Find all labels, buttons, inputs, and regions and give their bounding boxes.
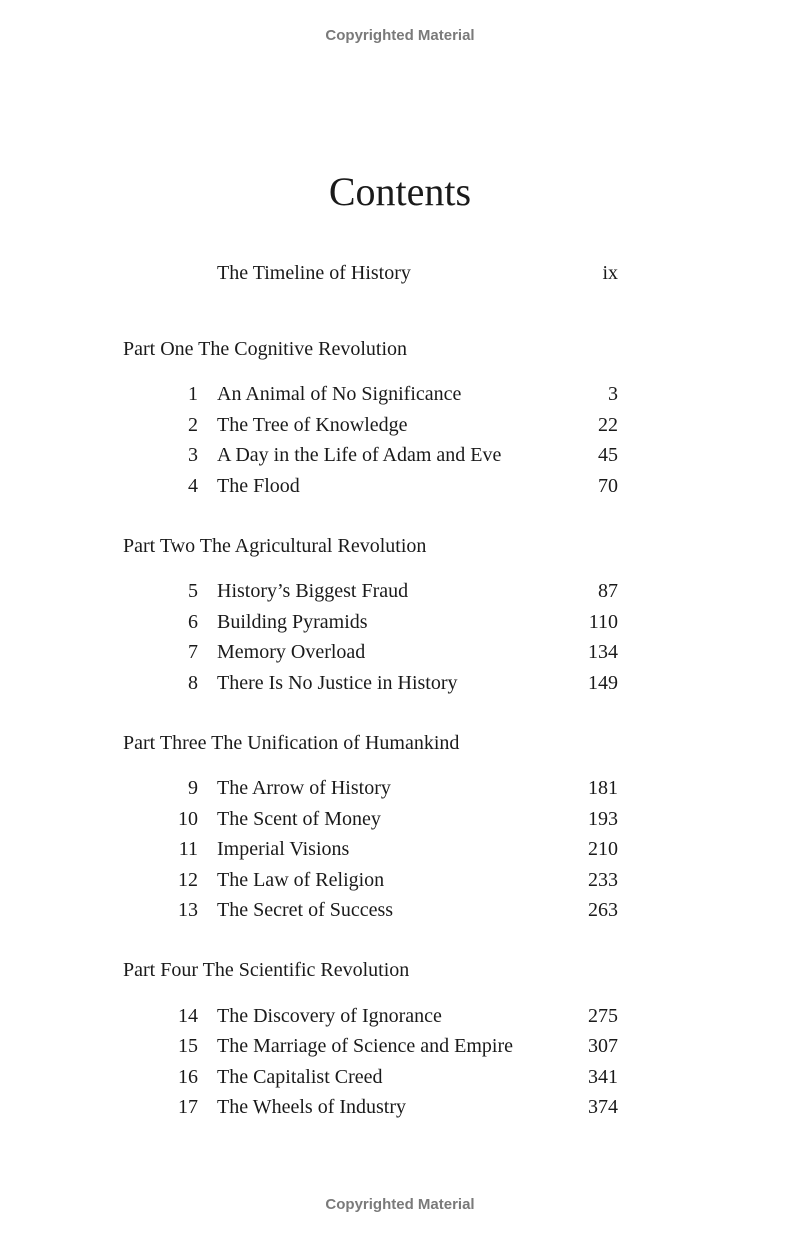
part-heading: Part Four The Scientific Revolution — [123, 959, 410, 981]
chapter-title: Memory Overload — [217, 641, 366, 663]
chapter-page: 110 — [588, 611, 618, 633]
chapter-page: 181 — [588, 777, 618, 799]
part-heading: Part One The Cognitive Revolution — [123, 338, 408, 360]
chapter-page: 70 — [598, 475, 618, 497]
toc-chapter-row[interactable] — [0, 474, 800, 498]
chapter-number: 13 — [178, 899, 198, 921]
chapter-page: 210 — [588, 838, 618, 860]
timeline-title: The Timeline of History — [217, 262, 411, 284]
chapter-title: The Scent of Money — [217, 808, 381, 830]
chapter-number: 11 — [178, 838, 198, 860]
chapter-number: 15 — [178, 1035, 198, 1057]
toc-chapter-row[interactable] — [0, 610, 800, 634]
toc-chapter-row[interactable] — [0, 776, 800, 800]
chapter-page: 193 — [588, 808, 618, 830]
chapter-page: 149 — [588, 672, 618, 694]
toc-chapter-row[interactable] — [0, 382, 800, 406]
chapter-title: The Flood — [217, 475, 300, 497]
chapter-title: The Secret of Success — [217, 899, 394, 921]
chapter-title: The Law of Religion — [217, 869, 385, 891]
chapter-number: 14 — [178, 1005, 198, 1027]
copyright-watermark-top: Copyrighted Material — [325, 27, 475, 44]
chapter-title: Imperial Visions — [217, 838, 350, 860]
part-heading: Part Three The Unification of Humankind — [123, 732, 460, 754]
chapter-page: 45 — [598, 444, 618, 466]
timeline-page: ix — [602, 262, 618, 284]
chapter-number: 5 — [188, 580, 198, 602]
toc-timeline-row[interactable] — [0, 261, 800, 285]
toc-chapter-row[interactable] — [0, 1065, 800, 1089]
chapter-number: 12 — [178, 869, 198, 891]
toc-chapter-row[interactable] — [0, 443, 800, 467]
chapter-title: A Day in the Life of Adam and Eve — [217, 444, 502, 466]
chapter-page: 134 — [588, 641, 618, 663]
chapter-page: 87 — [598, 580, 618, 602]
part-heading: Part Two The Agricultural Revolution — [123, 535, 427, 557]
chapter-page: 307 — [588, 1035, 618, 1057]
chapter-page: 3 — [608, 383, 618, 405]
chapter-title: The Arrow of History — [217, 777, 391, 799]
toc-chapter-row[interactable] — [0, 868, 800, 892]
chapter-title: History’s Biggest Fraud — [217, 580, 409, 602]
chapter-number: 6 — [188, 611, 198, 633]
toc-chapter-row[interactable] — [0, 640, 800, 664]
chapter-number: 4 — [188, 475, 198, 497]
copyright-watermark-bottom: Copyrighted Material — [325, 1196, 475, 1213]
chapter-number: 7 — [188, 641, 198, 663]
chapter-page: 275 — [588, 1005, 618, 1027]
chapter-number: 3 — [188, 444, 198, 466]
toc-chapter-row[interactable] — [0, 898, 800, 922]
chapter-title: The Discovery of Ignorance — [217, 1005, 442, 1027]
chapter-title: There Is No Justice in History — [217, 672, 458, 694]
chapter-page: 233 — [588, 869, 618, 891]
chapter-title: An Animal of No Significance — [217, 383, 462, 405]
chapter-number: 17 — [178, 1096, 198, 1118]
chapter-title: The Capitalist Creed — [217, 1066, 383, 1088]
toc-chapter-row[interactable] — [0, 1095, 800, 1119]
chapter-title: The Marriage of Science and Empire — [217, 1035, 513, 1057]
chapter-number: 10 — [178, 808, 198, 830]
chapter-number: 16 — [178, 1066, 198, 1088]
chapter-title: Building Pyramids — [217, 611, 368, 633]
toc-chapter-row[interactable] — [0, 579, 800, 603]
toc-chapter-row[interactable] — [0, 807, 800, 831]
toc-chapter-row[interactable] — [0, 671, 800, 695]
chapter-number: 8 — [188, 672, 198, 694]
chapter-number: 9 — [188, 777, 198, 799]
toc-chapter-row[interactable] — [0, 1004, 800, 1028]
chapter-page: 263 — [588, 899, 618, 921]
chapter-number: 2 — [188, 414, 198, 436]
chapter-number: 1 — [188, 383, 198, 405]
chapter-page: 374 — [588, 1096, 618, 1118]
toc-chapter-row[interactable] — [0, 1034, 800, 1058]
page-title: Contents — [328, 169, 472, 214]
chapter-page: 22 — [598, 414, 618, 436]
chapter-page: 341 — [588, 1066, 618, 1088]
toc-chapter-row[interactable] — [0, 413, 800, 437]
toc-chapter-row[interactable] — [0, 837, 800, 861]
chapter-title: The Wheels of Industry — [217, 1096, 407, 1118]
chapter-title: The Tree of Knowledge — [217, 414, 408, 436]
